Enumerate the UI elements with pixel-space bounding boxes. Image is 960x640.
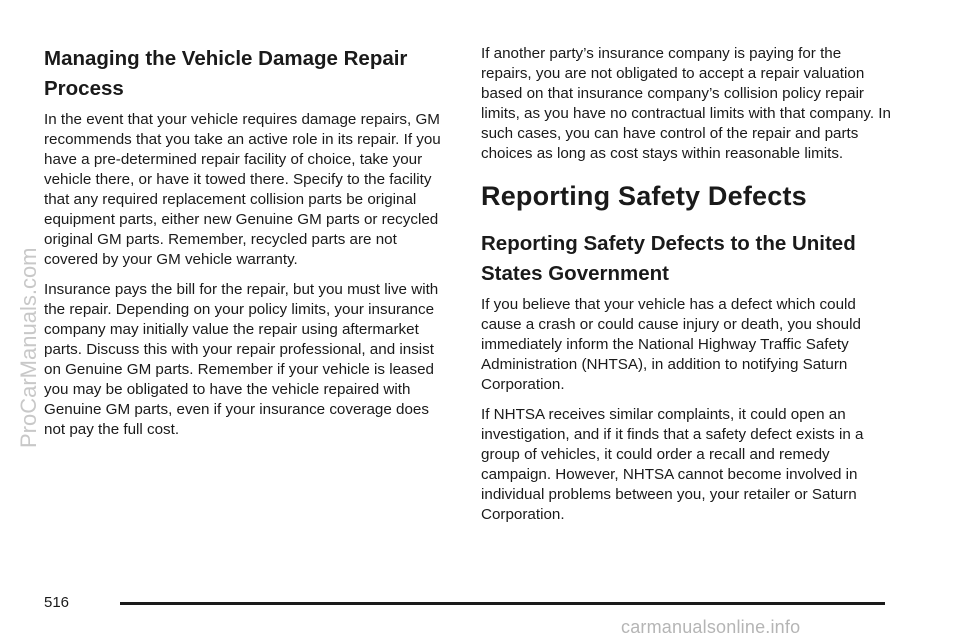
left-column bbox=[44, 44, 454, 450]
footer-site-watermark: carmanualsonline.info bbox=[621, 617, 801, 637]
page-number: 516 bbox=[44, 594, 70, 611]
section-heading-damage-repair: Managing the Vehicle Damage Repair Process bbox=[44, 47, 408, 100]
section-title-reporting-safety-defects: Reporting Safety Defects bbox=[481, 181, 807, 211]
side-watermark: ProCarManuals.com bbox=[16, 247, 41, 448]
footer-rule bbox=[120, 602, 885, 605]
paragraph-nhtsa-1: If you believe that your vehicle has a defect which could cause a crash or could cause injury or death, you should immediately inform the National Highway Traffic Safety Administration (NHTSA), in addition to notifying Saturn Corporation. bbox=[481, 296, 861, 393]
subsection-heading-us-government: Reporting Safety Defects to the United States Government bbox=[481, 232, 856, 285]
right-column bbox=[481, 44, 891, 535]
paragraph-damage-repair-1: In the event that your vehicle requires damage repairs, GM recommends that you take an active role in its repair. If you have a pre-determined repair facility of choice, take your vehicle there, or have it towed there. Specify to the facility that any required replacement collision parts be original equipment parts, either new Genuine GM parts or recycled original GM parts. Remember, recycled parts are not covered by your GM vehicle warranty. bbox=[44, 111, 441, 268]
paragraph-damage-repair-2: Insurance pays the bill for the repair, but you must live with the repair. Depending on your policy limits, your insurance company may initially value the repair using aftermarket parts. Discuss this with your repair professional, and insist on Genuine GM parts. Remember if your vehicle is leased you may be obligated to have the vehicle repaired with Genuine GM parts, even if your insurance coverage does not pay the full cost. bbox=[44, 281, 439, 438]
paragraph-nhtsa-2: If NHTSA receives similar complaints, it could open an investigation, and if it finds that a safety defect exists in a group of vehicles, it could order a recall and remedy campaign. However, NHTSA cannot become involved in individual problems between you, your retailer or Saturn Corporation. bbox=[481, 406, 864, 523]
paragraph-insurance-other-party: If another party’s insurance company is paying for the repairs, you are not obligated to accept a repair valuation based on that insurance company’s collision policy repair limits, as you have no contractual limits with that company. In such cases, you can have control of the repair and parts choices as long as cost stays within reasonable limits. bbox=[481, 45, 891, 162]
